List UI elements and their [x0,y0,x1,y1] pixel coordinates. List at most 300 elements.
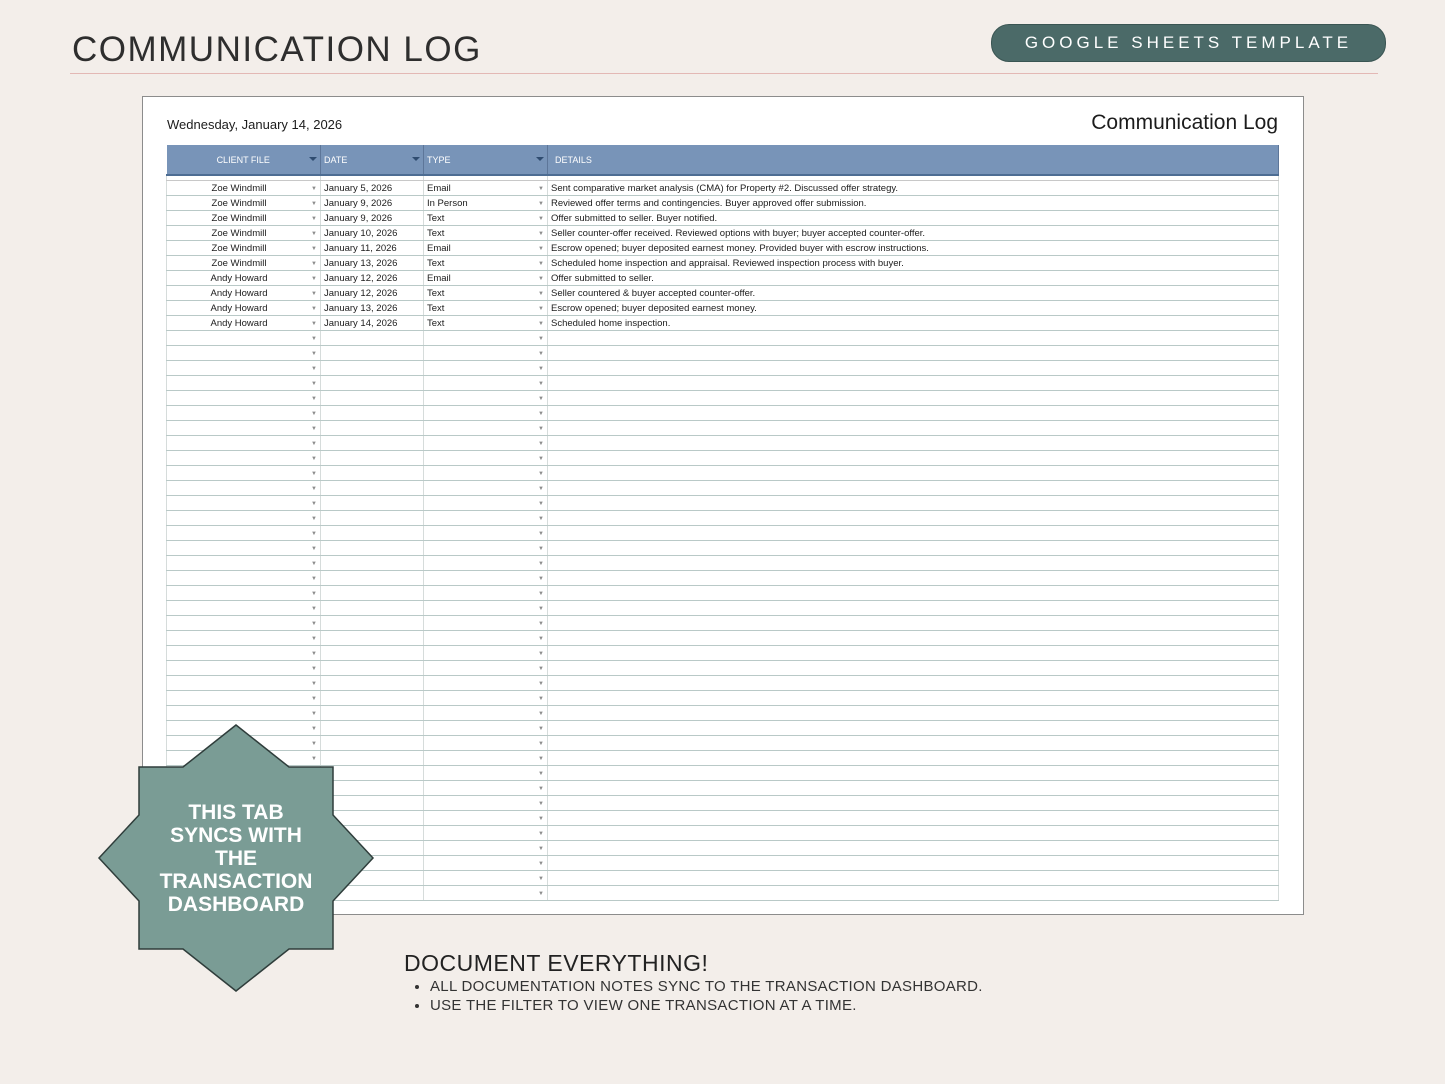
details-cell[interactable] [548,241,1279,256]
date-cell[interactable] [321,211,424,226]
type-cell[interactable] [424,271,548,286]
details-cell[interactable] [548,181,1279,196]
dropdown-arrow-icon[interactable]: ▼ [311,381,317,387]
dropdown-arrow-icon[interactable]: ▼ [538,516,544,522]
type-cell[interactable] [424,856,548,871]
dropdown-arrow-icon[interactable]: ▼ [311,666,317,672]
date-cell-value: January 12, 2026 [324,287,398,299]
date-cell[interactable] [321,406,424,421]
details-cell[interactable] [548,721,1279,736]
client-file-cell[interactable] [167,346,321,361]
client-file-cell[interactable] [167,286,321,301]
details-cell[interactable] [548,256,1279,271]
client-file-cell[interactable] [167,616,321,631]
dropdown-arrow-icon[interactable]: ▼ [538,201,544,207]
dropdown-arrow-icon[interactable]: ▼ [538,396,544,402]
date-cell[interactable] [321,586,424,601]
details-cell[interactable] [548,631,1279,646]
dropdown-arrow-icon[interactable]: ▼ [311,531,317,537]
dropdown-arrow-icon[interactable]: ▼ [538,306,544,312]
details-cell[interactable] [548,346,1279,361]
type-cell[interactable] [424,886,548,901]
dropdown-arrow-icon[interactable]: ▼ [311,306,317,312]
details-cell[interactable] [548,601,1279,616]
dropdown-arrow-icon[interactable]: ▼ [538,456,544,462]
client-file-cell[interactable] [167,271,321,286]
dropdown-arrow-icon[interactable]: ▼ [311,336,317,342]
dropdown-arrow-icon[interactable]: ▼ [311,546,317,552]
type-cell[interactable] [424,181,548,196]
dropdown-arrow-icon[interactable]: ▼ [538,576,544,582]
date-cell[interactable] [321,316,424,331]
dropdown-arrow-icon[interactable]: ▼ [538,726,544,732]
dropdown-arrow-icon[interactable]: ▼ [538,786,544,792]
date-cell[interactable] [321,376,424,391]
dropdown-arrow-icon[interactable]: ▼ [538,696,544,702]
date-cell[interactable] [321,241,424,256]
details-cell[interactable] [548,661,1279,676]
date-cell[interactable] [321,556,424,571]
type-cell-value: In Person [427,197,468,209]
details-cell[interactable] [548,706,1279,721]
dropdown-arrow-icon[interactable]: ▼ [538,711,544,717]
type-cell[interactable] [424,841,548,856]
client-file-cell[interactable] [167,571,321,586]
client-file-cell[interactable] [167,406,321,421]
client-file-cell[interactable] [167,181,321,196]
empty-table-row [167,466,1279,481]
date-cell[interactable] [321,286,424,301]
dropdown-arrow-icon[interactable]: ▼ [538,561,544,567]
type-cell-value: Text [427,302,445,314]
dropdown-arrow-icon[interactable]: ▼ [311,561,317,567]
dropdown-arrow-icon[interactable]: ▼ [311,681,317,687]
type-cell[interactable] [424,466,548,481]
client-file-cell[interactable] [167,361,321,376]
dropdown-arrow-icon[interactable]: ▼ [311,741,317,747]
column-header-label: DATE [324,154,348,165]
details-cell[interactable] [548,331,1279,346]
details-cell[interactable] [548,646,1279,661]
type-cell-value: Email [427,182,451,194]
dropdown-arrow-icon[interactable]: ▼ [538,681,544,687]
type-cell[interactable] [424,196,548,211]
type-cell-value: Text [427,317,445,329]
dropdown-arrow-icon[interactable]: ▼ [538,876,544,882]
dropdown-arrow-icon[interactable]: ▼ [538,426,544,432]
dropdown-arrow-icon[interactable]: ▼ [311,636,317,642]
details-cell[interactable] [548,826,1279,841]
table-row [167,241,1279,256]
empty-table-row [167,646,1279,661]
dropdown-arrow-icon[interactable]: ▼ [538,501,544,507]
dropdown-arrow-icon[interactable]: ▼ [538,261,544,267]
type-cell-value: Email [427,272,451,284]
dropdown-arrow-icon[interactable]: ▼ [311,621,317,627]
details-cell[interactable] [548,226,1279,241]
dropdown-arrow-icon[interactable]: ▼ [311,651,317,657]
dropdown-arrow-icon[interactable]: ▼ [538,216,544,222]
dropdown-arrow-icon[interactable]: ▼ [311,501,317,507]
details-cell[interactable] [548,466,1279,481]
dropdown-arrow-icon[interactable]: ▼ [311,321,317,327]
type-cell[interactable] [424,736,548,751]
column-header-client-file[interactable] [167,145,321,175]
type-cell[interactable] [424,376,548,391]
details-cell[interactable] [548,796,1279,811]
details-cell-value: Offer submitted to seller. Buyer notified. [551,212,718,224]
client-file-cell[interactable] [167,631,321,646]
dropdown-arrow-icon[interactable]: ▼ [538,756,544,762]
type-cell[interactable] [424,301,548,316]
dropdown-arrow-icon[interactable]: ▼ [538,666,544,672]
note-item: • ALL DOCUMENTATION NOTES SYNC TO THE TRANSACTION DASHBOARD. [430,977,983,996]
date-cell[interactable] [321,466,424,481]
type-cell[interactable] [424,706,548,721]
date-cell[interactable] [321,181,424,196]
dropdown-arrow-icon[interactable]: ▼ [538,441,544,447]
date-cell[interactable] [321,526,424,541]
dropdown-arrow-icon[interactable]: ▼ [538,366,544,372]
details-cell[interactable] [548,361,1279,376]
client-file-cell[interactable] [167,376,321,391]
details-cell-value: Seller countered & buyer accepted counter-offer. [551,287,756,299]
dropdown-arrow-icon[interactable]: ▼ [311,201,317,207]
title-divider [70,73,1378,74]
dropdown-arrow-icon[interactable]: ▼ [538,411,544,417]
details-cell[interactable] [548,751,1279,766]
type-cell[interactable] [424,571,548,586]
details-cell[interactable] [548,841,1279,856]
dropdown-arrow-icon[interactable]: ▼ [311,351,317,357]
client-file-cell[interactable] [167,436,321,451]
type-cell[interactable] [424,346,548,361]
dropdown-arrow-icon[interactable]: ▼ [538,846,544,852]
type-cell[interactable] [424,811,548,826]
date-cell[interactable] [321,346,424,361]
empty-table-row [167,541,1279,556]
dropdown-arrow-icon[interactable]: ▼ [538,891,544,897]
dropdown-arrow-icon[interactable]: ▼ [538,381,544,387]
details-cell[interactable] [548,286,1279,301]
details-cell[interactable] [548,541,1279,556]
type-cell[interactable] [424,826,548,841]
type-cell[interactable] [424,391,548,406]
dropdown-arrow-icon[interactable]: ▼ [311,471,317,477]
details-cell[interactable] [548,271,1279,286]
date-cell[interactable] [321,256,424,271]
filter-icon[interactable] [309,157,317,161]
type-cell[interactable] [424,661,548,676]
dropdown-arrow-icon[interactable]: ▼ [311,231,317,237]
type-cell[interactable] [424,241,548,256]
client-file-cell[interactable] [167,316,321,331]
type-cell[interactable] [424,511,548,526]
dropdown-arrow-icon[interactable]: ▼ [311,426,317,432]
details-cell-value: Scheduled home inspection and appraisal. Reviewed inspection process with buyer. [551,257,904,269]
date-cell[interactable] [321,481,424,496]
client-file-cell[interactable] [167,226,321,241]
date-cell[interactable] [321,646,424,661]
date-cell[interactable] [321,616,424,631]
client-file-cell[interactable] [167,331,321,346]
date-cell-value: January 5, 2026 [324,182,393,194]
dropdown-arrow-icon[interactable]: ▼ [311,441,317,447]
dropdown-arrow-icon[interactable]: ▼ [538,276,544,282]
date-cell-value: January 13, 2026 [324,302,398,314]
date-cell[interactable] [321,391,424,406]
client-file-cell[interactable] [167,301,321,316]
date-cell[interactable] [321,436,424,451]
details-cell[interactable] [548,571,1279,586]
date-cell[interactable] [321,691,424,706]
type-cell[interactable] [424,721,548,736]
type-cell[interactable] [424,871,548,886]
empty-table-row [167,376,1279,391]
filter-icon[interactable] [412,157,420,161]
details-cell[interactable] [548,391,1279,406]
dropdown-arrow-icon[interactable]: ▼ [538,651,544,657]
type-cell[interactable] [424,586,548,601]
details-cell[interactable] [548,856,1279,871]
details-cell[interactable] [548,436,1279,451]
dropdown-arrow-icon[interactable]: ▼ [311,261,317,267]
details-cell[interactable] [548,526,1279,541]
client-file-cell[interactable] [167,601,321,616]
dropdown-arrow-icon[interactable]: ▼ [538,186,544,192]
callout-line: TRANSACTION [159,870,313,893]
type-cell[interactable] [424,421,548,436]
client-file-cell[interactable] [167,676,321,691]
callout-line: THE [215,847,257,870]
date-cell[interactable] [321,451,424,466]
details-cell[interactable] [548,736,1279,751]
type-cell[interactable] [424,631,548,646]
type-cell[interactable] [424,556,548,571]
date-cell[interactable] [321,601,424,616]
client-file-cell[interactable] [167,646,321,661]
client-file-cell[interactable] [167,451,321,466]
date-cell-value: January 10, 2026 [324,227,398,239]
details-cell[interactable] [548,376,1279,391]
type-cell[interactable] [424,496,548,511]
details-cell[interactable] [548,871,1279,886]
type-cell[interactable] [424,481,548,496]
date-cell[interactable] [321,331,424,346]
type-cell[interactable] [424,331,548,346]
details-cell[interactable] [548,421,1279,436]
client-file-cell[interactable] [167,211,321,226]
type-cell[interactable] [424,766,548,781]
details-cell[interactable] [548,406,1279,421]
dropdown-arrow-icon[interactable]: ▼ [538,771,544,777]
type-cell[interactable] [424,286,548,301]
client-file-cell[interactable] [167,691,321,706]
details-cell[interactable] [548,511,1279,526]
client-file-cell[interactable] [167,241,321,256]
dropdown-arrow-icon[interactable]: ▼ [311,711,317,717]
dropdown-arrow-icon[interactable]: ▼ [538,816,544,822]
details-cell-value: Reviewed offer terms and contingencies. Buyer approved offer submission. [551,197,867,209]
date-cell[interactable] [321,421,424,436]
client-file-cell[interactable] [167,541,321,556]
dropdown-arrow-icon[interactable]: ▼ [538,591,544,597]
client-file-cell[interactable] [167,526,321,541]
current-date: Wednesday, January 14, 2026 [167,117,343,132]
dropdown-arrow-icon[interactable]: ▼ [538,351,544,357]
dropdown-arrow-icon[interactable]: ▼ [311,756,317,762]
empty-table-row [167,481,1279,496]
date-cell[interactable] [321,541,424,556]
client-file-cell-value: Zoe Windmill [211,227,267,239]
details-cell[interactable] [548,886,1279,901]
empty-table-row [167,526,1279,541]
dropdown-arrow-icon[interactable]: ▼ [538,486,544,492]
dropdown-arrow-icon[interactable]: ▼ [311,411,317,417]
dropdown-arrow-icon[interactable]: ▼ [311,456,317,462]
dropdown-arrow-icon[interactable]: ▼ [311,576,317,582]
dropdown-arrow-icon[interactable]: ▼ [538,336,544,342]
dropdown-arrow-icon[interactable]: ▼ [538,546,544,552]
client-file-cell[interactable] [167,661,321,676]
dropdown-arrow-icon[interactable]: ▼ [538,741,544,747]
column-header-label: CLIENT FILE [216,154,270,165]
dropdown-arrow-icon[interactable]: ▼ [538,861,544,867]
client-file-cell[interactable] [167,466,321,481]
column-header-date[interactable] [321,145,424,175]
date-cell[interactable] [321,706,424,721]
dropdown-arrow-icon[interactable]: ▼ [538,831,544,837]
column-header-details [548,145,1279,175]
type-cell[interactable] [424,541,548,556]
dropdown-arrow-icon[interactable]: ▼ [311,246,317,252]
date-cell-value: January 9, 2026 [324,212,393,224]
dropdown-arrow-icon[interactable]: ▼ [538,321,544,327]
client-file-cell[interactable] [167,511,321,526]
type-cell[interactable] [424,691,548,706]
callout-line: SYNCS WITH [170,824,302,847]
type-cell[interactable] [424,601,548,616]
type-cell[interactable] [424,451,548,466]
dropdown-arrow-icon[interactable]: ▼ [311,291,317,297]
type-cell[interactable] [424,406,548,421]
dropdown-arrow-icon[interactable]: ▼ [538,801,544,807]
date-cell[interactable] [321,226,424,241]
details-cell[interactable] [548,316,1279,331]
date-cell[interactable] [321,301,424,316]
date-cell[interactable] [321,196,424,211]
details-cell[interactable] [548,616,1279,631]
type-cell[interactable] [424,646,548,661]
client-file-cell[interactable] [167,706,321,721]
details-cell[interactable] [548,781,1279,796]
dropdown-arrow-icon[interactable]: ▼ [311,606,317,612]
dropdown-arrow-icon[interactable]: ▼ [311,696,317,702]
dropdown-arrow-icon[interactable]: ▼ [311,186,317,192]
type-cell[interactable] [424,616,548,631]
type-cell[interactable] [424,361,548,376]
column-header-type[interactable] [424,145,548,175]
type-cell[interactable] [424,226,548,241]
date-cell[interactable] [321,676,424,691]
details-cell[interactable] [548,301,1279,316]
empty-table-row [167,661,1279,676]
details-cell[interactable] [548,586,1279,601]
date-cell[interactable] [321,511,424,526]
date-cell[interactable] [321,361,424,376]
type-cell[interactable] [424,676,548,691]
type-cell[interactable] [424,781,548,796]
client-file-cell[interactable] [167,256,321,271]
filter-icon[interactable] [536,157,544,161]
details-cell[interactable] [548,481,1279,496]
date-cell[interactable] [321,271,424,286]
type-cell[interactable] [424,256,548,271]
details-cell[interactable] [548,196,1279,211]
details-cell[interactable] [548,691,1279,706]
empty-table-row [167,586,1279,601]
dropdown-arrow-icon[interactable]: ▼ [538,621,544,627]
client-file-cell[interactable] [167,556,321,571]
date-cell-value: January 12, 2026 [324,272,398,284]
dropdown-arrow-icon[interactable]: ▼ [311,726,317,732]
type-cell[interactable] [424,751,548,766]
client-file-cell[interactable] [167,481,321,496]
type-cell[interactable] [424,526,548,541]
dropdown-arrow-icon[interactable]: ▼ [311,486,317,492]
table-row [167,181,1279,196]
dropdown-arrow-icon[interactable]: ▼ [311,276,317,282]
client-file-cell[interactable] [167,391,321,406]
details-cell[interactable] [548,556,1279,571]
dropdown-arrow-icon[interactable]: ▼ [311,396,317,402]
client-file-cell[interactable] [167,496,321,511]
client-file-cell[interactable] [167,196,321,211]
date-cell[interactable] [321,496,424,511]
type-cell[interactable] [424,316,548,331]
details-cell[interactable] [548,811,1279,826]
dropdown-arrow-icon[interactable]: ▼ [311,216,317,222]
dropdown-arrow-icon[interactable]: ▼ [311,366,317,372]
date-cell[interactable] [321,661,424,676]
client-file-cell[interactable] [167,421,321,436]
details-cell[interactable] [548,676,1279,691]
details-cell[interactable] [548,496,1279,511]
dropdown-arrow-icon[interactable]: ▼ [538,291,544,297]
dropdown-arrow-icon[interactable]: ▼ [538,606,544,612]
details-cell[interactable] [548,451,1279,466]
dropdown-arrow-icon[interactable]: ▼ [538,246,544,252]
details-cell[interactable] [548,766,1279,781]
date-cell[interactable] [321,571,424,586]
dropdown-arrow-icon[interactable]: ▼ [538,636,544,642]
dropdown-arrow-icon[interactable]: ▼ [538,531,544,537]
date-cell[interactable] [321,631,424,646]
dropdown-arrow-icon[interactable]: ▼ [311,516,317,522]
empty-table-row [167,616,1279,631]
dropdown-arrow-icon[interactable]: ▼ [538,231,544,237]
date-cell-value: January 11, 2026 [324,242,397,254]
details-cell[interactable] [548,211,1279,226]
client-file-cell-value: Zoe Windmill [211,197,267,209]
type-cell[interactable] [424,211,548,226]
empty-table-row [167,691,1279,706]
dropdown-arrow-icon[interactable]: ▼ [311,591,317,597]
type-cell[interactable] [424,796,548,811]
client-file-cell[interactable] [167,586,321,601]
type-cell[interactable] [424,436,548,451]
dropdown-arrow-icon[interactable]: ▼ [538,471,544,477]
